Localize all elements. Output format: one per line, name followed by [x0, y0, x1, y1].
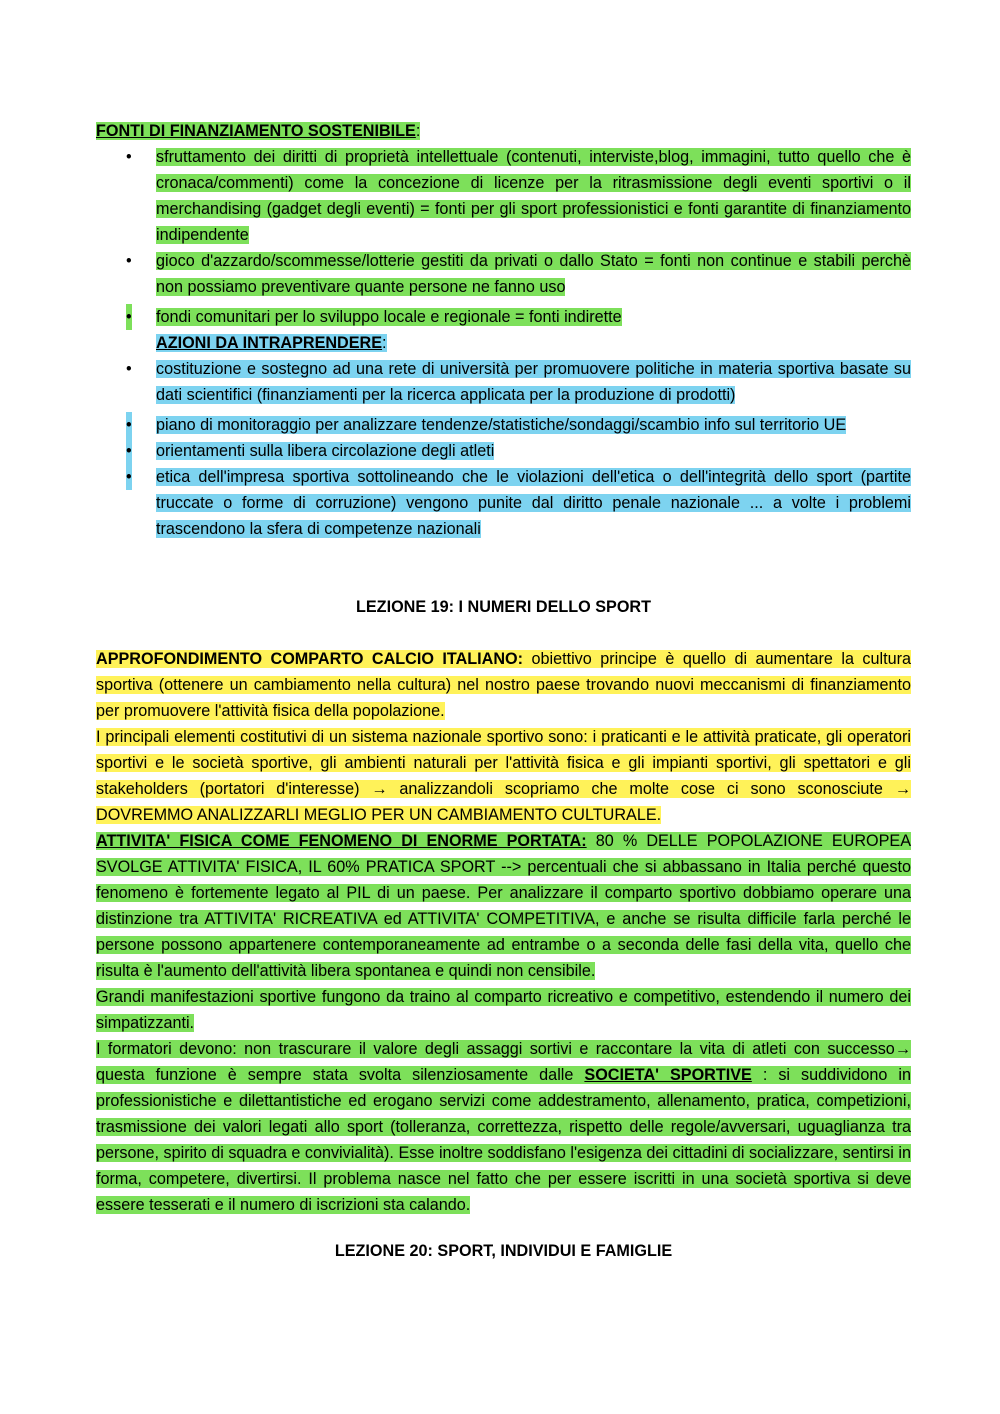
heading-azioni-text: AZIONI DA INTRAPRENDERE — [156, 334, 383, 352]
attivita-paragraph: ATTIVITA' FISICA COME FENOMENO DI ENORME PORTATA: 80 % DELLE POPOLAZIONE EUROPEA SVOLGE ATTIVITA' FISICA, IL 60% PRATICA SPORT --> percentuali che si abbassano in Italia perché questo fenomeno è fortemente legato al PIL di un paese. Per analizzare il comparto sportivo dobbiamo operare una distinzione tra ATTIVITA' RICREATIVA ed ATTIVITA' COMPETITIVA, e anche se risulta difficile farla perché le persone possono appartenere contemporaneamente ad entrambe o a seconda delle fasi della vita, quello che risulta è l'aumento dell'attività libera spontanea e quindi non censibile. — [96, 832, 911, 980]
azioni-bullet-list — [96, 356, 911, 542]
calcio-paragraph: APPROFONDIMENTO COMPARTO CALCIO ITALIANO: obiettivo principe è quello di aumentare la cultura sportiva (ottenere un cambiamento nella cultura) nel nostro paese trovando nuovi meccanismi di finanziamento per promuovere l'attività fisica della popolazione. — [96, 650, 911, 720]
calcio-lead: APPROFONDIMENTO COMPARTO CALCIO ITALIANO: — [96, 650, 524, 668]
list-item: • etica dell'impresa sportiva sottolineando che le violazioni dell'etica o dell'integrità dello sport (partite truccate o forme di corruzione) vengono punite dal diritto penale nazionale ... a volte i problemi trascendono la sfera di competenze nazionali — [96, 464, 911, 542]
manifestazioni-paragraph: Grandi manifestazioni sportive fungono da traino al comparto ricreativo e competitivo, estendendo il numero dei simpatizzanti. — [96, 988, 911, 1032]
fonti-bullet-list — [96, 144, 911, 330]
section-heading-fonti: FONTI DI FINANZIAMENTO SOSTENIBILE: — [96, 122, 421, 140]
heading-fonti-text: FONTI DI FINANZIAMENTO SOSTENIBILE — [96, 122, 416, 140]
bullet-icon: • — [126, 464, 132, 490]
bullet-icon: • — [126, 252, 132, 270]
elementi-paragraph: I principali elementi costitutivi di un sistema nazionale sportivo sono: i praticanti e le attività praticate, gli operatori sportivi e le società sportive, gli ambienti naturali per l'attività fisica e gli impianti sportivi, gli spettatori e gli stakeholders (portatori d'interesse) → analizzandoli scopriamo che molte cose ci sono sconosciute → DOVREMMO ANALIZZARLI MEGLIO PER UN CAMBIAMENTO CULTURALE. — [96, 728, 911, 824]
lesson-20-title: LEZIONE 20: SPORT, INDIVIDUI E FAMIGLIE — [334, 1242, 673, 1260]
list-item: • orientamenti sulla libera circolazione degli atleti — [96, 438, 911, 464]
bullet-icon: • — [126, 412, 132, 438]
arrow-icon: → — [894, 780, 911, 798]
bullet-icon: • — [126, 304, 132, 330]
lesson-19-title: LEZIONE 19: I NUMERI DELLO SPORT — [356, 598, 651, 616]
section-heading-azioni: AZIONI DA INTRAPRENDERE: — [156, 334, 387, 352]
formatori-paragraph: I formatori devono: non trascurare il valore degli assaggi sortivi e raccontare la vita di atleti con successo→ questa funzione è sempre stata svolta silenziosamente dalle SOCIETA' SPORTIVE : si suddividono in professionistiche e dilettantistiche ed erogano servizi come addestramento, allenamento, pratica, competizioni, trasmissione dei valori legati allo sport (tolleranza, correttezza, rispetto delle regole/avversari, uguaglianza tra persone, spirito di squadra e convivialità). Esse inoltre soddisfano l'esigenza dei cittadini di socializzare, sentirsi in forma, competere, divertirsi. Il problema nasce nel fatto che per essere iscritti in una società sportiva si deve essere tesserati e il numero di iscrizioni sta calando. — [96, 1040, 912, 1214]
list-item: • fondi comunitari per lo sviluppo locale e regionale = fonti indirette — [96, 304, 911, 330]
arrow-icon: → — [894, 1040, 911, 1058]
arrow-icon: → — [371, 780, 388, 798]
list-item: • gioco d'azzardo/scommesse/lotterie gestiti da privati o dallo Stato = fonti non continue e stabili perchè non possiamo preventivare quante persone ne fanno uso — [96, 248, 911, 300]
list-item: • piano di monitoraggio per analizzare tendenze/statistiche/sondaggi/scambio info sul territorio UE — [96, 412, 911, 438]
list-item: • sfruttamento dei diritti di proprietà intellettuale (contenuti, interviste,blog, immagini, tutto quello che è cronaca/commenti) come la concezione di licenze per la ritrasmissione degli eventi sportivi o il merchandising (gadget degli eventi) = fonti per gli sport professionistici e fonti garantite di finanziamento indipendente — [96, 144, 911, 248]
bullet-icon: • — [126, 148, 132, 166]
list-item: • costituzione e sostegno ad una rete di università per promuovere politiche in materia sportiva basate su dati scientifici (finanziamenti per la ricerca applicata per la produzione di prodotti) — [96, 356, 911, 408]
page-content — [96, 118, 911, 1264]
societa-sportive-heading: SOCIETA' SPORTIVE — [584, 1066, 752, 1084]
attivita-heading: ATTIVITA' FISICA COME FENOMENO DI ENORME PORTATA: — [96, 832, 587, 850]
bullet-icon: • — [126, 360, 132, 378]
bullet-icon: • — [126, 438, 132, 464]
